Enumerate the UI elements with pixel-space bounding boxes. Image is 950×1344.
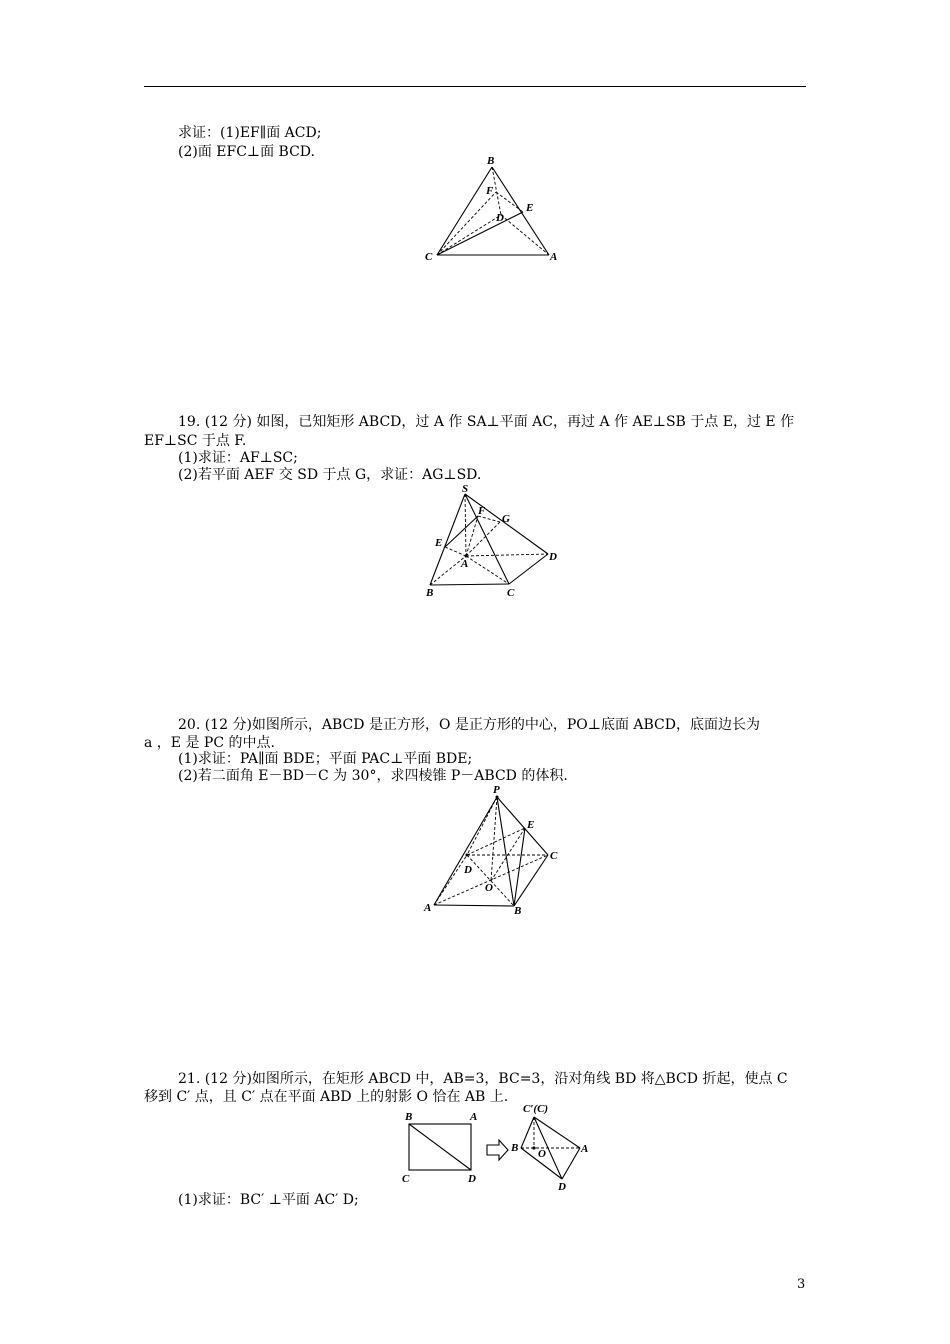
- p19-line1: 19. (12 分) 如图，已知矩形 ABCD，过 A 作 SA⊥平面 AC，再过 A 作 AE⊥SB 于点 E，过 E 作: [178, 414, 795, 430]
- label-D: D: [496, 212, 504, 224]
- label-E: E: [435, 537, 443, 549]
- p21-line3: (1)求证：BC′ ⊥平面 AC′ D;: [178, 1192, 359, 1208]
- label-A: A: [461, 558, 469, 570]
- p21-line1: 21. (12 分)如图所示，在矩形 ABCD 中，AB=3，BC=3，沿对角线 BD 将△BCD 折起，使点 C: [178, 1071, 788, 1087]
- page-number: 3: [797, 1277, 806, 1292]
- label-E: E: [527, 819, 535, 831]
- header-rule: [144, 86, 806, 87]
- label-B: B: [487, 155, 495, 167]
- label-D: D: [549, 551, 557, 563]
- label-A: A: [470, 1111, 478, 1123]
- p19-line3: (1)求证：AF⊥SC;: [178, 450, 298, 466]
- label-C: C: [507, 587, 515, 599]
- p20-line1: 20. (12 分)如图所示，ABCD 是正方形，O 是正方形的中心，PO⊥底面 ABCD，底面边长为: [178, 717, 760, 733]
- p19-line2: EF⊥SC 于点 F.: [144, 433, 247, 449]
- figure-21-fold: [395, 1102, 595, 1194]
- label-O: O: [538, 1148, 546, 1160]
- p19-line4: (2)若平面 AEF 交 SD 于点 G，求证：AG⊥SD.: [178, 467, 482, 483]
- p20-line2: a ，E 是 PC 的中点.: [144, 735, 275, 751]
- label-D2: D: [558, 1181, 566, 1193]
- label-B2: B: [511, 1142, 519, 1154]
- label-A: A: [424, 902, 432, 914]
- label-C: C: [550, 850, 558, 862]
- p20-line4: (2)若二面角 E－BD－C 为 30°，求四棱锥 P－ABCD 的体积.: [178, 768, 568, 784]
- label-C: C: [402, 1173, 410, 1185]
- p18-line2: (2)面 EFC⊥面 BCD.: [178, 144, 315, 160]
- p21-line2: 移到 C′ 点，且 C′ 点在平面 ABD 上的射影 O 恰在 AB 上.: [144, 1089, 509, 1105]
- label-B: B: [405, 1111, 413, 1123]
- label-B: B: [426, 587, 434, 599]
- figure-18-tetrahedron: [420, 152, 570, 267]
- label-E: E: [526, 202, 534, 214]
- label-C: C: [425, 251, 433, 263]
- label-O: O: [485, 882, 493, 894]
- label-A2: A: [581, 1143, 589, 1155]
- label-G: G: [502, 513, 510, 525]
- label-D: D: [468, 1173, 476, 1185]
- label-P: P: [493, 784, 500, 796]
- label-F: F: [486, 185, 494, 197]
- figure-20-pyramid: [420, 780, 570, 920]
- p18-line1: 求证：(1)EF∥面 ACD;: [178, 125, 322, 141]
- label-B: B: [514, 905, 522, 917]
- label-Cprime: C′(C): [523, 1103, 549, 1115]
- figure-19-pyramid: [420, 480, 570, 600]
- p20-line3: (1)求证：PA∥面 BDE；平面 PAC⊥平面 BDE;: [178, 751, 473, 767]
- label-A: A: [550, 251, 558, 263]
- label-F: F: [478, 505, 486, 517]
- label-S: S: [462, 483, 469, 495]
- label-D: D: [464, 864, 472, 876]
